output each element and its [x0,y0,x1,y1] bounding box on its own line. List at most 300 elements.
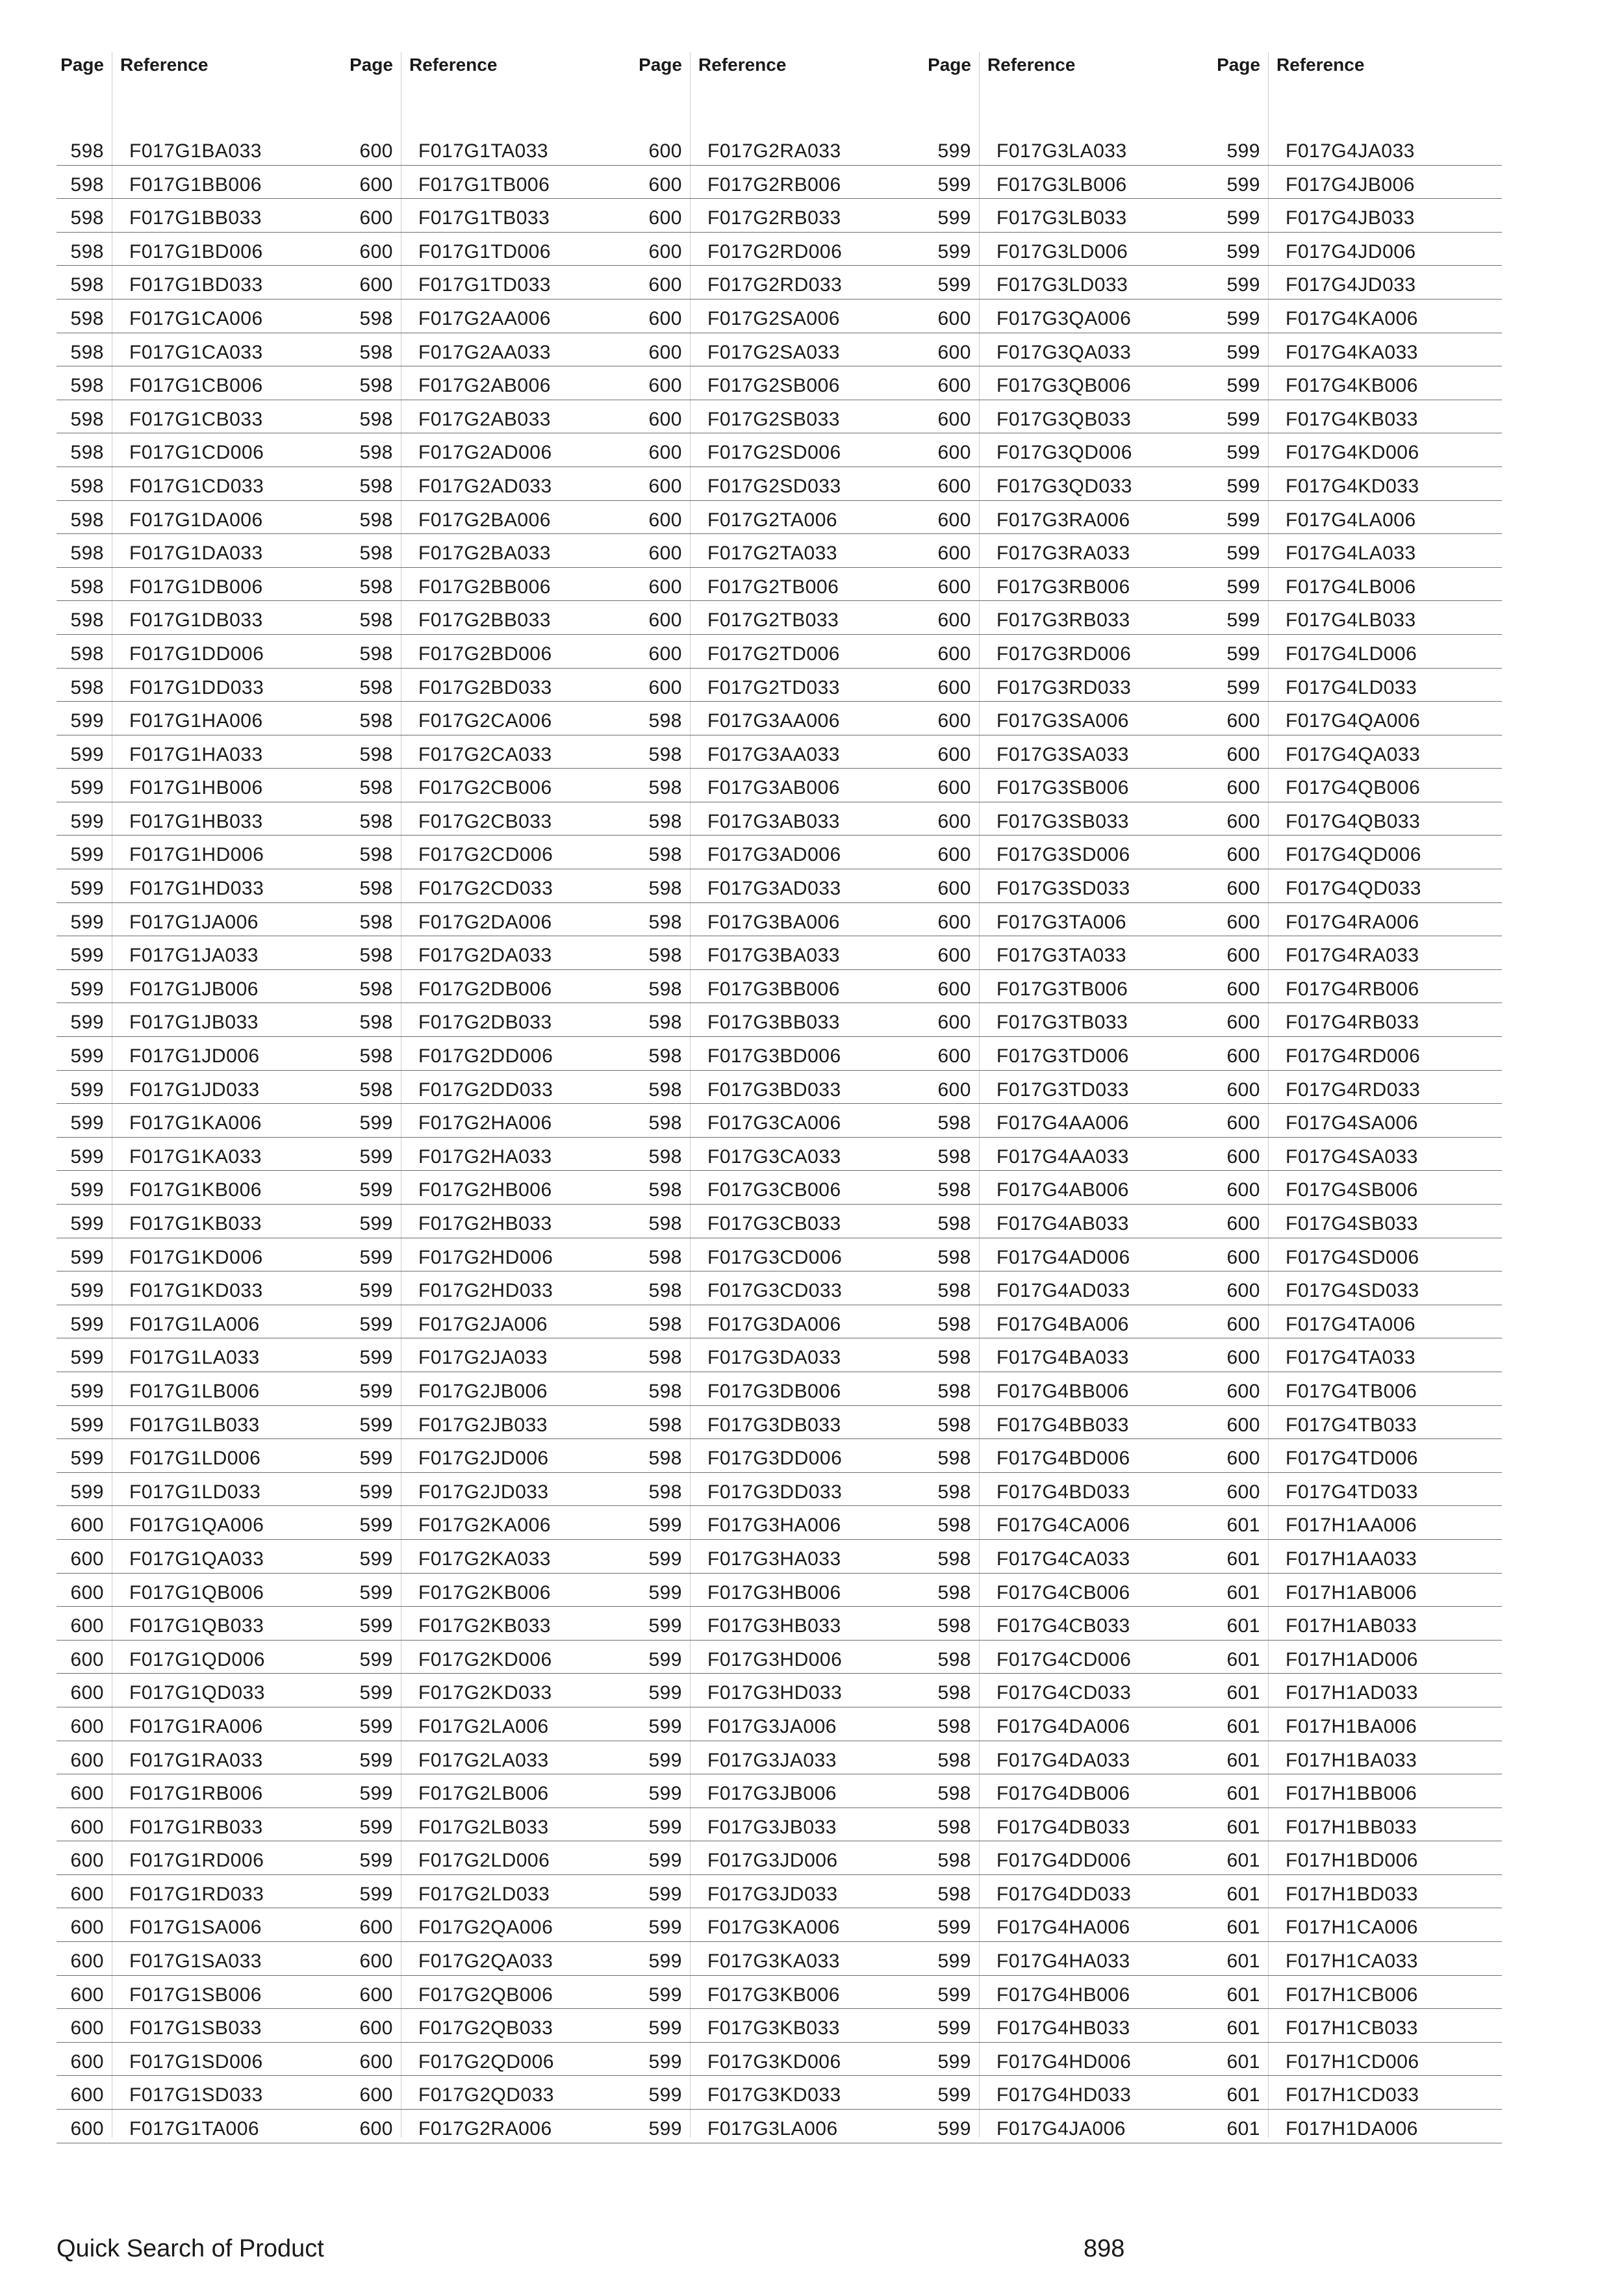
table-row [1213,769,1502,802]
table-row [346,1439,635,1473]
table-row [57,635,346,669]
table-row [1213,836,1502,869]
page-number-cell: 598 [70,173,104,196]
page-number-cell: 600 [70,1648,104,1670]
page-number-cell: 600 [937,643,971,665]
table-row [635,1674,924,1707]
page-number-cell: 599 [648,1514,682,1537]
table-row [57,2009,346,2043]
page-number-cell: 600 [359,140,393,162]
reference-code-cell: F017G4SA033 [1286,1145,1418,1168]
page-number-cell: 600 [1226,1448,1260,1470]
reference-code-cell: F017G2DA006 [418,911,552,933]
reference-code-cell: F017G2TB006 [707,576,839,598]
reference-code-cell: F017G3RB033 [996,609,1130,632]
header-page-label: Page [928,55,971,75]
table-row [57,970,346,1004]
reference-code-cell: F017G1JA006 [129,911,259,933]
table-row [635,1372,924,1406]
table-row [346,936,635,970]
reference-code-cell: F017G2TA006 [707,509,838,531]
page-number-cell: 599 [648,1715,682,1737]
table-row [635,366,924,400]
table-row [1213,1406,1502,1440]
table-row [57,1406,346,1440]
page-number-cell: 598 [359,1079,393,1101]
reference-code-cell: F017G3BD033 [707,1079,841,1101]
page-number-cell: 598 [937,1548,971,1570]
table-row [346,1841,635,1875]
page-number-cell: 599 [937,2017,971,2039]
table-row [635,1774,924,1808]
reference-code-cell: F017G4QA033 [1286,743,1421,765]
reference-code-cell: F017G1DA006 [129,509,263,531]
table-row [346,1641,635,1674]
table-row [924,1473,1213,1507]
table-row [1213,1841,1502,1875]
reference-code-cell: F017G1JD033 [129,1079,260,1101]
page-number-cell: 598 [359,844,393,866]
page-number-cell: 599 [937,1917,971,1939]
page-number-cell: 600 [1226,810,1260,832]
reference-code-cell: F017G1SA006 [129,1917,262,1939]
table-row [57,1808,346,1842]
page-number-cell: 598 [648,1448,682,1470]
reference-code-cell: F017G1CD006 [129,442,264,464]
reference-code-cell: F017G1QD006 [129,1648,265,1670]
page-number-cell: 600 [1226,1213,1260,1234]
reference-code-cell: F017H1BD033 [1286,1883,1418,1905]
page-number-cell: 599 [1226,240,1260,262]
reference-code-cell: F017H1BD006 [1286,1850,1418,1872]
reference-code-cell: F017G2AA033 [418,341,551,363]
page-number-cell: 599 [70,1079,104,1101]
reference-code-cell: F017G4AD006 [996,1246,1130,1268]
reference-code-cell: F017G2RA033 [707,140,841,162]
page-number-cell: 600 [937,945,971,967]
table-row [1213,1473,1502,1507]
page-number-cell: 599 [937,2118,971,2140]
table-row [924,1205,1213,1238]
header-reference-label: Reference [120,55,209,75]
table-row [57,300,346,333]
table-row [346,1774,635,1808]
reference-code-cell: F017G2HD033 [418,1280,553,1302]
table-row [346,433,635,467]
reference-code-cell: F017G1LD033 [129,1481,261,1503]
page-number-cell: 600 [648,509,682,531]
page-number-cell: 600 [1226,1045,1260,1067]
table-row [57,802,346,836]
table-row [1213,400,1502,434]
page-number-cell: 600 [648,375,682,397]
table-row [924,1372,1213,1406]
page-number-cell: 599 [1226,643,1260,665]
reference-code-cell: F017G1RA006 [129,1715,263,1737]
page-number-cell: 598 [359,1012,393,1034]
page-number-cell: 599 [648,2118,682,2140]
reference-code-cell: F017G2SB033 [707,408,840,430]
index-rows [1213,132,1502,2143]
table-row [1213,1071,1502,1105]
table-row [635,266,924,300]
page-number-cell: 598 [648,878,682,900]
reference-code-cell: F017G3TD006 [996,1045,1129,1067]
reference-code-cell: F017G2KA033 [418,1548,551,1570]
table-row [57,1607,346,1641]
table-row [1213,1238,1502,1272]
page-number-cell: 601 [1226,1581,1260,1603]
reference-code-cell: F017G2TB033 [707,609,839,632]
reference-code-cell: F017G4KD006 [1286,442,1419,464]
page-number-cell: 600 [359,1950,393,1973]
page-number-cell: 600 [937,609,971,632]
page-number-cell: 600 [648,240,682,262]
reference-code-cell: F017G2RA006 [418,2118,552,2140]
table-row [924,1071,1213,1105]
reference-code-cell: F017G3HD033 [707,1682,843,1704]
reference-code-cell: F017G2BA033 [418,543,551,565]
page-number-cell: 598 [648,743,682,765]
reference-code-cell: F017G4TB006 [1286,1380,1417,1402]
table-row [1213,1574,1502,1607]
page-number-cell: 598 [648,1246,682,1268]
reference-code-cell: F017G2QA033 [418,1950,553,1973]
table-row [346,1372,635,1406]
table-row [57,601,346,635]
table-row [635,1741,924,1775]
reference-code-cell: F017G2QD033 [418,2084,554,2106]
reference-code-cell: F017G3LB033 [996,207,1127,229]
reference-code-cell: F017G3KA033 [707,1950,840,1973]
table-row [57,1338,346,1372]
page-number-cell: 599 [359,1548,393,1570]
page-number-cell: 599 [359,1179,393,1201]
page-number-cell: 599 [70,1112,104,1134]
page-number-cell: 598 [937,1112,971,1134]
table-row [346,1305,635,1339]
reference-code-cell: F017G3HA006 [707,1514,841,1537]
reference-code-cell: F017G2CB006 [418,777,552,799]
page-number-cell: 601 [1226,1883,1260,1905]
reference-code-cell: F017G4RD033 [1286,1079,1421,1101]
reference-code-cell: F017G4DA006 [996,1715,1130,1737]
table-row [635,568,924,602]
page-number-cell: 600 [1226,1481,1260,1503]
table-row [57,266,346,300]
table-row [1213,2110,1502,2143]
table-row [57,333,346,367]
page-number-cell: 600 [937,1079,971,1101]
page-number-cell: 598 [937,1783,971,1805]
reference-code-cell: F017G3JA006 [707,1715,837,1737]
table-row [346,735,635,769]
page-number-cell: 599 [70,777,104,799]
page-number-cell: 599 [70,1380,104,1402]
reference-code-cell: F017G4QD006 [1286,844,1421,866]
page-number-cell: 600 [937,777,971,799]
page-number-cell: 599 [937,173,971,196]
reference-code-cell: F017G4SB006 [1286,1179,1418,1201]
reference-code-cell: F017G1TA033 [418,140,549,162]
index-column [57,52,346,2144]
table-row [57,1942,346,1976]
index-rows [635,132,924,2143]
page-number-cell: 598 [648,1414,682,1436]
reference-code-cell: F017G3SA033 [996,743,1129,765]
reference-code-cell: F017G2CD033 [418,878,553,900]
page-number-cell: 598 [648,1380,682,1402]
table-row [57,132,346,166]
reference-code-cell: F017G1DB006 [129,576,263,598]
reference-code-cell: F017G3SB006 [996,777,1129,799]
reference-code-cell: F017G4CB006 [996,1581,1130,1603]
reference-code-cell: F017G3BD006 [707,1045,841,1067]
table-row [1213,467,1502,501]
reference-code-cell: F017G4DA033 [996,1749,1130,1771]
reference-code-cell: F017G4DB006 [996,1783,1130,1805]
reference-code-cell: F017G1HD006 [129,844,264,866]
page-number-cell: 599 [70,810,104,832]
page-number-cell: 598 [648,777,682,799]
reference-code-cell: F017G4QB033 [1286,810,1421,832]
table-row [635,501,924,535]
page-number-cell: 599 [70,1313,104,1335]
table-row [1213,1774,1502,1808]
reference-code-cell: F017G3JB033 [707,1816,837,1838]
reference-code-cell: F017G4CB033 [996,1615,1130,1637]
reference-code-cell: F017G4AB006 [996,1179,1129,1201]
table-row [924,233,1213,266]
page-number-cell: 600 [1226,911,1260,933]
header-page-label: Page [1217,55,1260,75]
table-row [1213,1506,1502,1540]
table-row [635,2009,924,2043]
table-row [635,2043,924,2076]
page-number-cell: 600 [937,509,971,531]
page-number-cell: 598 [359,743,393,765]
table-row [1213,1674,1502,1707]
header-reference-label: Reference [1276,55,1365,75]
page-number-cell: 600 [70,1984,104,2006]
reference-code-cell: F017G2QB033 [418,2017,553,2039]
table-row [346,199,635,233]
page-number-cell: 599 [70,1280,104,1302]
page-number-cell: 598 [648,945,682,967]
page-number-cell: 598 [937,1648,971,1670]
page-number-cell: 598 [937,1414,971,1436]
page-number-cell: 599 [1226,307,1260,329]
reference-code-cell: F017G2JB033 [418,1414,548,1436]
page-number-cell: 599 [70,878,104,900]
reference-code-cell: F017G2AA006 [418,307,551,329]
page-number-cell: 599 [70,1448,104,1470]
reference-code-cell: F017G2SB006 [707,375,840,397]
table-row [1213,1338,1502,1372]
table-row [924,534,1213,568]
reference-code-cell: F017G3DA006 [707,1313,841,1335]
table-row [346,869,635,903]
page-number-cell: 598 [937,1213,971,1234]
table-row [1213,1104,1502,1138]
table-row [57,1707,346,1741]
reference-code-cell: F017G3KB033 [707,2017,840,2039]
page-number-cell: 600 [937,543,971,565]
reference-code-cell: F017G4AB033 [996,1213,1129,1234]
page-number-cell: 600 [1226,777,1260,799]
table-row [1213,1741,1502,1775]
table-row [346,166,635,199]
page-number-cell: 599 [648,2050,682,2073]
page-number-cell: 598 [937,1347,971,1369]
page-number-cell: 598 [937,1850,971,1872]
table-row [57,1138,346,1171]
page-number-cell: 599 [70,1179,104,1201]
page-number-cell: 600 [937,878,971,900]
reference-code-cell: F017G3SD006 [996,844,1130,866]
reference-code-cell: F017G2AD006 [418,442,552,464]
reference-code-cell: F017G4HD006 [996,2050,1132,2073]
table-row [924,400,1213,434]
reference-code-cell: F017G3CD033 [707,1280,843,1302]
reference-code-cell: F017G3LA006 [707,2118,838,2140]
table-row [57,2076,346,2110]
table-row [1213,1205,1502,1238]
page-number-cell: 600 [1226,1012,1260,1034]
reference-code-cell: F017G3KD033 [707,2084,841,2106]
table-row [1213,1138,1502,1171]
table-row [924,970,1213,1004]
reference-code-cell: F017G3DA033 [707,1347,841,1369]
table-row [924,1774,1213,1808]
table-row [924,2076,1213,2110]
page-number-cell: 599 [359,1883,393,1905]
reference-code-cell: F017G3AA033 [707,743,840,765]
page-number-cell: 600 [1226,1280,1260,1302]
reference-code-cell: F017G3AB006 [707,777,840,799]
page-number-cell: 598 [70,375,104,397]
reference-code-cell: F017G3BB033 [707,1012,840,1034]
page-number-cell: 598 [70,341,104,363]
reference-code-cell: F017G1BA033 [129,140,262,162]
table-row [346,132,635,166]
page-number-cell: 598 [70,643,104,665]
reference-code-cell: F017G4BB006 [996,1380,1129,1402]
reference-code-cell: F017G2LA033 [418,1749,549,1771]
reference-code-cell: F017G2RD033 [707,274,843,296]
reference-code-cell: F017G4TB033 [1286,1414,1417,1436]
index-column [346,52,635,2144]
table-row [346,366,635,400]
reference-code-cell: F017G3JB006 [707,1783,837,1805]
page-number-cell: 598 [70,576,104,598]
page-number-cell: 598 [937,1313,971,1335]
table-row [57,1674,346,1707]
table-row [1213,233,1502,266]
reference-code-cell: F017G3JA033 [707,1749,837,1771]
table-row [346,1808,635,1842]
table-row [924,1138,1213,1171]
page-number-cell: 599 [648,1548,682,1570]
table-row [346,300,635,333]
reference-code-cell: F017H1AB006 [1286,1581,1417,1603]
page-number-cell: 600 [1226,1313,1260,1335]
page-number-cell: 599 [359,1615,393,1637]
reference-code-cell: F017G4JB006 [1286,173,1415,196]
table-row [57,233,346,266]
table-row [635,1875,924,1909]
table-row [1213,1171,1502,1205]
page-number-cell: 598 [70,240,104,262]
table-row [635,2076,924,2110]
table-row [924,1003,1213,1037]
page-number-cell: 598 [359,375,393,397]
page-number-cell: 600 [937,576,971,598]
reference-code-cell: F017G4KB006 [1286,375,1418,397]
table-row [924,568,1213,602]
page-number-cell: 599 [359,1749,393,1771]
reference-code-cell: F017G3LB006 [996,173,1127,196]
table-row [1213,166,1502,199]
table-row [635,400,924,434]
page-number-cell: 598 [937,1514,971,1537]
table-row [635,1271,924,1305]
table-row [924,1271,1213,1305]
table-row [1213,366,1502,400]
page-number-cell: 601 [1226,1682,1260,1704]
table-row [1213,2043,1502,2076]
table-row [57,2110,346,2143]
reference-code-cell: F017G1CD033 [129,475,264,497]
table-row [1213,1707,1502,1741]
page-number-cell: 600 [70,2118,104,2140]
table-row [346,802,635,836]
reference-code-cell: F017G1QA033 [129,1548,264,1570]
page-number-cell: 598 [359,878,393,900]
table-row [635,2110,924,2143]
page-number-cell: 599 [70,1347,104,1369]
page-number-cell: 599 [359,1448,393,1470]
table-row [1213,869,1502,903]
index-rows [924,132,1213,2143]
reference-code-cell: F017G4LD006 [1286,643,1417,665]
table-row [346,233,635,266]
page-number-cell: 599 [1226,207,1260,229]
table-row [1213,1037,1502,1071]
table-row [924,702,1213,735]
page-number-cell: 599 [1226,509,1260,531]
page-number-cell: 599 [648,2084,682,2106]
table-row [635,1003,924,1037]
table-row [1213,1271,1502,1305]
reference-code-cell: F017G1CB033 [129,408,263,430]
reference-code-cell: F017G1CB006 [129,375,263,397]
reference-code-cell: F017G1DD006 [129,643,264,665]
page-number-cell: 598 [70,140,104,162]
page-number-cell: 600 [937,911,971,933]
reference-code-cell: F017G2CD006 [418,844,553,866]
page-number-cell: 601 [1226,1783,1260,1805]
reference-code-cell: F017G4KA033 [1286,341,1418,363]
reference-code-cell: F017G4JA033 [1286,140,1415,162]
table-row [1213,2076,1502,2110]
reference-code-cell: F017G1RA033 [129,1749,263,1771]
table-row [1213,936,1502,970]
reference-code-cell: F017G1LB033 [129,1414,260,1436]
reference-code-cell: F017G2CA033 [418,743,552,765]
table-row [346,769,635,802]
table-row [924,433,1213,467]
